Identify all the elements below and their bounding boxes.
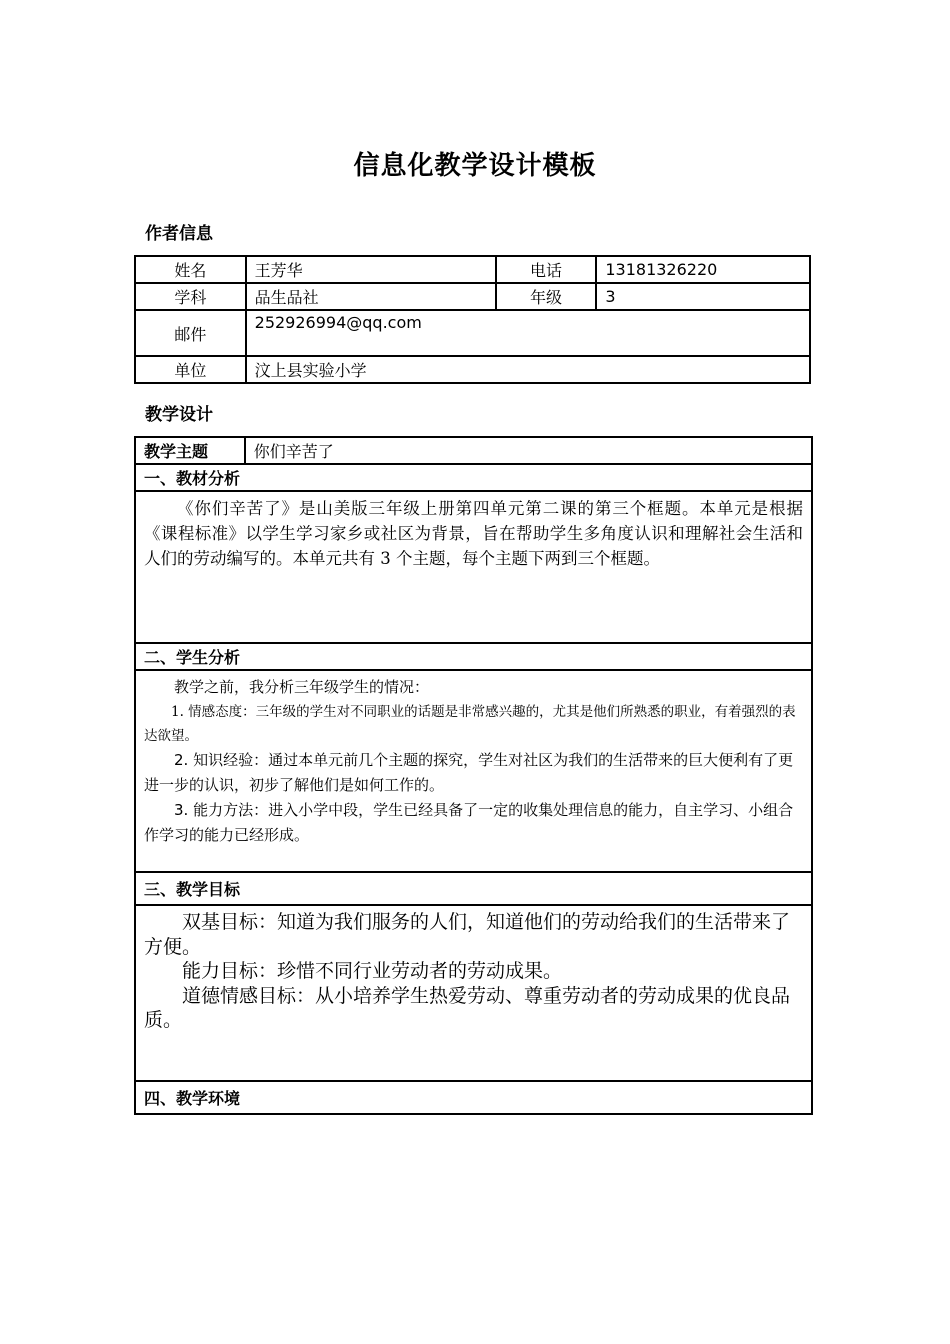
phone-value: 13181326220 xyxy=(596,256,810,283)
student-analysis-intro: 教学之前，我分析三年级学生的情况： xyxy=(174,678,430,696)
material-analysis-text: 《你们辛苦了》是山美版三年级上册第四单元第二课的第三个框题。本单元是根据《课程标准》以学生学习家乡或社区为背景，旨在帮助学生多角度认识和理解社会生活和人们的劳动编写的。本单元共有 3 个主题，每个主题下两到三个框题。 xyxy=(144,499,803,568)
material-analysis-heading: 一、教材分析 xyxy=(135,464,812,491)
author-info-table xyxy=(134,255,811,384)
subject-value: 品生品社 xyxy=(246,283,496,310)
design-heading: 教学设计 xyxy=(145,405,213,425)
objectives-heading: 三、教学目标 xyxy=(135,872,812,905)
material-analysis-body xyxy=(135,491,812,643)
author-row-subject xyxy=(135,283,810,310)
objective-line-2: 能力目标：珍惜不同行业劳动者的劳动成果。 xyxy=(182,960,563,982)
design-table xyxy=(134,436,813,1115)
student-analysis-heading: 二、学生分析 xyxy=(135,643,812,670)
page-title: 信息化教学设计模板 xyxy=(353,151,597,181)
topic-row xyxy=(135,437,812,464)
student-heading-row xyxy=(135,643,812,670)
material-heading-row xyxy=(135,464,812,491)
student-analysis-body xyxy=(135,670,812,872)
name-label: 姓名 xyxy=(135,256,246,283)
unit-label: 单位 xyxy=(135,356,246,383)
objectives-heading-row xyxy=(135,872,812,905)
grade-label: 年级 xyxy=(496,283,597,310)
student-analysis-item-1: 1. 情感态度：三年级的学生对不同职业的话题是非常感兴趣的，尤其是他们所熟悉的职业，有着强烈的表达欲望。 xyxy=(144,704,796,744)
name-value: 王芳华 xyxy=(246,256,496,283)
objective-line-1: 双基目标：知道为我们服务的人们，知道他们的劳动给我们的生活带来了方便。 xyxy=(144,911,791,958)
phone-label: 电话 xyxy=(496,256,597,283)
objective-line-3: 道德情感目标：从小培养学生热爱劳动、尊重劳动者的劳动成果的优良品质。 xyxy=(144,984,791,1031)
environment-heading-row xyxy=(135,1081,812,1114)
author-row-name xyxy=(135,256,810,283)
material-body-row xyxy=(135,491,812,643)
student-analysis-item-2: 2. 知识经验：通过本单元前几个主题的探究，学生对社区为我们的生活带来的巨大便利有了更进一步的认识，初步了解他们是如何工作的。 xyxy=(144,751,794,794)
topic-value: 你们辛苦了 xyxy=(245,437,812,464)
student-analysis-item-3: 3. 能力方法：进入小学中段，学生已经具备了一定的收集处理信息的能力，自主学习、小组合作学习的能力已经形成。 xyxy=(144,801,794,844)
objectives-body-row xyxy=(135,905,812,1081)
email-label: 邮件 xyxy=(135,310,246,356)
student-body-row xyxy=(135,670,812,872)
email-value: 252926994@qq.com xyxy=(246,310,810,356)
grade-value: 3 xyxy=(596,283,810,310)
topic-label: 教学主题 xyxy=(135,437,245,464)
author-row-unit xyxy=(135,356,810,383)
subject-label: 学科 xyxy=(135,283,246,310)
author-info-heading: 作者信息 xyxy=(145,224,213,244)
author-row-email xyxy=(135,310,810,356)
environment-heading: 四、教学环境 xyxy=(135,1081,812,1114)
objectives-body xyxy=(135,905,812,1081)
unit-value: 汶上县实验小学 xyxy=(246,356,810,383)
